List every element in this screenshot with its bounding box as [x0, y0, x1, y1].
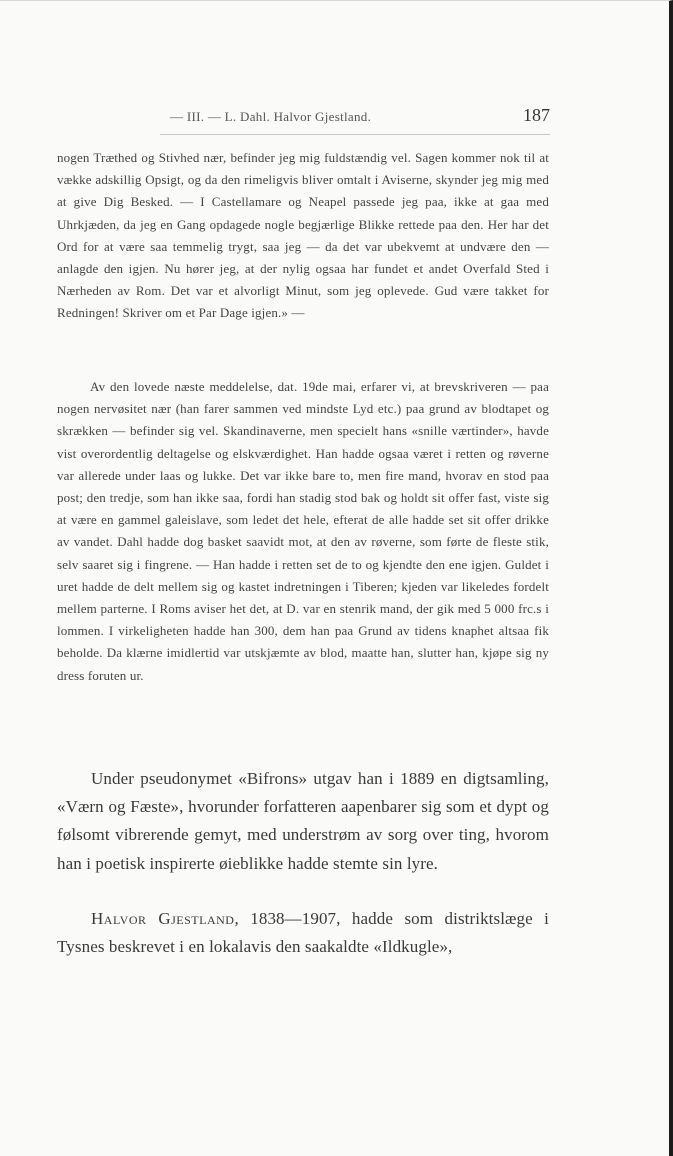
gjestland-name: Halvor Gjestland [91, 909, 235, 928]
quote-paragraph: nogen Træthed og Stivhed nær, befinder jeg mig fuldstændig vel. Sagen kommer nok til at vække adskillig Opsigt, og da den rimeligvis bliver omtalt i Aviserne, skynder jeg mig med at give Dig Besked. — I Castellamare og Neapel passede jeg paa, ikke at gaa med Uhrkjæden, da jeg en Gang opdagede nogle begjærlige Blikke rettede paa den. Her har det Ord for at være saa temmelig trygt, saa jeg — da det var ubekvemt at undvære den — anlagde den igjen. Nu hører jeg, at der nylig ogsaa har fundet et andet Overfald Sted i Nærheden av Rom. Det var et alvorligt Minut, som jeg oplevede. Gud være takket for Redningen! Skriver om et Par Dage igjen.» — [57, 150, 549, 321]
page-header [170, 105, 550, 129]
header-rule [160, 134, 550, 135]
page-number: 187 [523, 105, 550, 125]
bifrons-paragraph: Under pseudonymet «Bifrons» utgav han i 1889 en digtsamling, «Værn og Fæste», hvorunder forfatteren aapenbarer sig som et dypt og følsomt vibrerende gemyt, med understrøm av sorg over ting, hvorom han i poetisk inspirerte øieblikke hadde stemte sin lyre. [57, 769, 549, 873]
gjestland-text: , 1838—1907, hadde som distriktslæge i Tysnes beskrevet i en lokalavis den saakaldte «Ildkugle», [57, 909, 549, 957]
gjestland-paragraph [57, 905, 549, 961]
running-title: — III. — L. Dahl. Halvor Gjestland. [170, 109, 372, 124]
report-paragraph: Av den lovede næste meddelelse, dat. 19de mai, erfarer vi, at brevskriveren — paa nogen nervøsitet nær (han farer sammen ved mindste Lyd etc.) paa grund av blodtapet og skrækken — befinder sig vel. Skandinaverne, men specielt hans «snille værtinder», havde vist overordentlig deltagelse og elskværdighet. Han hadde ogsaa været i retten og røverne var allerede under laas og lukke. Det var ikke bare to, men fire mand, hvorav en stod paa post; den tredje, som han ikke saa, fordi han stadig stod bak og holdt sit offer fast, viste sig at være en gammel galeislave, som ledet det hele, efterat de alle hadde set sit offer drikke av vandet. Dahl hadde dog basket saavidt mot, at den av røverne, som førte de fleste stik, selv saaret sig i fingrene. — Han hadde i retten set de to og kjendte den ene igjen. Guldet i uret hadde de delt mellem sig og kastet indretningen i Tiberen; kjeden var likeledes fordelt mellem parterne. I Roms aviser het det, at D. var en stenrik mand, der gik med 5 000 frc.s i lommen. I virkeligheten hadde han 300, dem han paa Grund av tidens knaphet altsaa fik beholde. Da klærne imidlertid var utskjæmte av blod, maatte han, slutter han, kjøpe sig ny dress foruten ur. [57, 379, 549, 683]
